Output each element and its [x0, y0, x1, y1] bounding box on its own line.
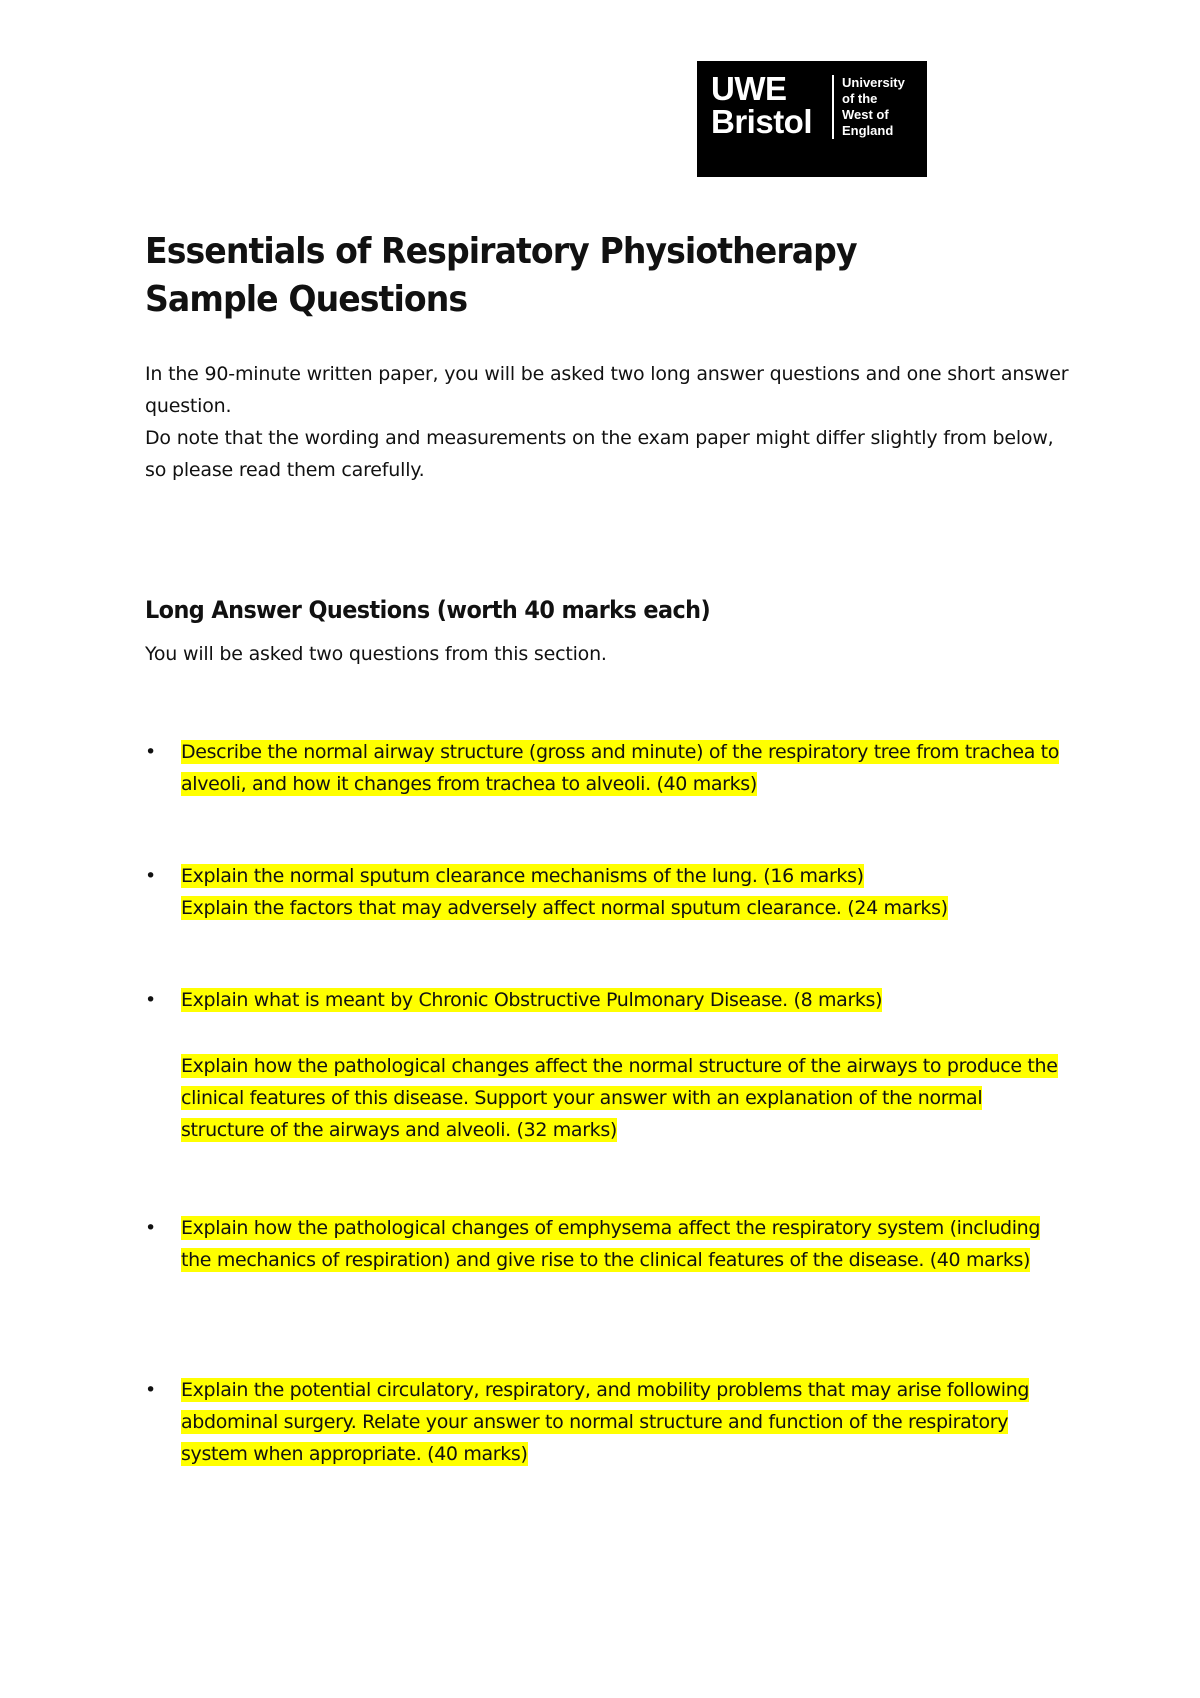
- bullet-icon: •: [145, 989, 157, 1011]
- question-paragraph: [181, 1050, 1071, 1146]
- intro-paragraph: Do note that the wording and measurements on the exam paper might differ slightly from below, so please read them carefully.: [145, 427, 1054, 481]
- bullet-icon: •: [145, 1217, 157, 1239]
- long-answer-note: You will be asked two questions from this section.: [145, 643, 607, 665]
- bullet-icon: •: [145, 1379, 157, 1401]
- bullet-icon: •: [145, 865, 157, 887]
- highlighted-text: Describe the normal airway structure (gross and minute) of the respiratory tree from trachea to alveoli, and how it changes from trachea to alveoli. (40 marks): [181, 741, 1060, 795]
- logo-name-line-2: Bristol: [711, 103, 813, 140]
- question-text: [181, 860, 1071, 924]
- highlighted-text: Explain the normal sputum clearance mechanisms of the lung. (16 marks): [181, 865, 864, 887]
- logo-subtitle-line: England: [842, 123, 894, 138]
- question-paragraph: [181, 736, 1071, 800]
- uwe-bristol-logo: [697, 61, 927, 177]
- highlighted-text: Explain the factors that may adversely affect normal sputum clearance. (24 marks): [181, 897, 948, 919]
- bullet-icon: •: [145, 741, 157, 763]
- logo-name-line-1: UWE: [711, 70, 787, 107]
- long-answer-heading: Long Answer Questions (worth 40 marks each): [145, 596, 711, 624]
- question-text: [181, 736, 1071, 800]
- question-paragraph: [181, 1212, 1071, 1276]
- highlighted-text: Explain how the pathological changes affect the normal structure of the airways to produce the clinical features of this disease. Support your answer with an explanation of the normal structure of the airways and alveoli. (32 marks): [181, 1055, 1058, 1141]
- paragraph-spacer: [181, 1016, 1071, 1050]
- question-text: [181, 1212, 1071, 1276]
- highlighted-text: Explain the potential circulatory, respiratory, and mobility problems that may arise following abdominal surgery. Relate your answer to normal structure and function of the respiratory system when appropriate. (40 marks): [181, 1379, 1030, 1465]
- question-text: [181, 984, 1071, 1146]
- question-paragraph: [181, 1374, 1071, 1470]
- question-paragraph: [181, 984, 1071, 1016]
- intro-text: [145, 358, 1075, 486]
- question-paragraph: [181, 892, 1071, 924]
- logo-divider: [832, 75, 834, 139]
- document-title: Essentials of Respiratory Physiotherapy Sample Questions: [145, 231, 857, 320]
- logo-subtitle-line: of the: [842, 91, 878, 106]
- highlighted-text: Explain how the pathological changes of emphysema affect the respiratory system (including the mechanics of respiration) and give rise to the clinical features of the disease. (40 marks): [181, 1217, 1041, 1271]
- logo-wordmark: [711, 72, 812, 138]
- highlighted-text: Explain what is meant by Chronic Obstructive Pulmonary Disease. (8 marks): [181, 989, 883, 1011]
- intro-paragraph: In the 90-minute written paper, you will be asked two long answer questions and one short answer question.: [145, 363, 1069, 417]
- logo-subtitle-line: West of: [842, 107, 889, 122]
- logo-subtitle-line: University: [842, 75, 905, 90]
- question-paragraph: [181, 860, 1071, 892]
- logo-subtitle: [842, 75, 905, 139]
- question-text: [181, 1374, 1071, 1470]
